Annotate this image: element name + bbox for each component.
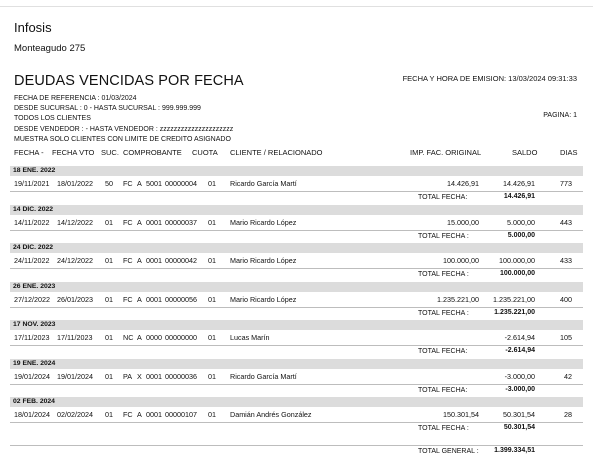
row-tipo: FC <box>123 410 133 419</box>
row-cuota: 01 <box>208 333 216 342</box>
group-total-value: 14.426,91 <box>503 193 535 200</box>
col-imp: IMP. FAC. ORIGINAL <box>410 148 482 157</box>
row-fecha-vto: 18/01/2022 <box>57 179 93 188</box>
group-date-label: 17 NOV. 2023 <box>13 321 56 328</box>
row-punto-venta: 0001 <box>146 218 162 227</box>
row-suc: 01 <box>105 218 113 227</box>
group-total-value: 1.235.221,00 <box>494 309 535 316</box>
table-row <box>0 218 593 230</box>
group-date-label: 14 DIC. 2022 <box>13 206 54 213</box>
row-punto-venta: 0001 <box>146 256 162 265</box>
row-saldo: -2.614,94 <box>504 333 535 342</box>
row-imp-original: 14.426,91 <box>447 179 479 188</box>
group-date-label: 19 ENE. 2024 <box>13 360 56 367</box>
group-date-label: 24 DIC. 2022 <box>13 244 54 251</box>
col-suc: SUC. <box>101 148 119 157</box>
row-imp-original: 100.000,00 <box>443 256 479 265</box>
row-suc: 01 <box>105 256 113 265</box>
row-dias: 105 <box>560 333 572 342</box>
row-imp-original: 150.301,54 <box>443 410 479 419</box>
group-date-bar <box>10 205 583 215</box>
row-punto-venta: 0001 <box>146 410 162 419</box>
row-fecha-vto: 26/01/2023 <box>57 295 93 304</box>
row-fecha: 18/01/2024 <box>14 410 50 419</box>
group-total-label: TOTAL FECHA: <box>418 387 468 394</box>
row-cuota: 01 <box>208 295 216 304</box>
branch-range: DESDE SUCURSAL : 0 - HASTA SUCURSAL : 999.999.999 <box>14 105 201 112</box>
group-separator <box>10 422 583 423</box>
grand-total-label: TOTAL GENERAL : <box>418 448 479 455</box>
row-suc: 01 <box>105 410 113 419</box>
row-cliente: Ricardo García Martí <box>230 372 297 381</box>
group-total-value: 100.000,00 <box>499 270 535 277</box>
row-dias: 42 <box>564 372 572 381</box>
row-dias: 773 <box>560 179 572 188</box>
col-comprobante: COMPROBANTE <box>123 148 182 157</box>
group-date-bar <box>10 243 583 253</box>
table-row <box>0 333 593 345</box>
row-letra: A <box>137 295 142 304</box>
row-letra: A <box>137 256 142 265</box>
report-title: DEUDAS VENCIDAS POR FECHA <box>14 73 244 89</box>
row-imp-original: 15.000,00 <box>447 218 479 227</box>
row-tipo: PA <box>123 372 133 381</box>
row-punto-venta: 0001 <box>146 372 162 381</box>
col-saldo: SALDO <box>512 148 538 157</box>
row-letra: A <box>137 218 142 227</box>
row-fecha-vto: 24/12/2022 <box>57 256 93 265</box>
table-row <box>0 410 593 422</box>
group-date-bar <box>10 282 583 292</box>
row-numero: 00000107 <box>165 410 197 419</box>
row-saldo: 1.235.221,00 <box>493 295 535 304</box>
row-letra: A <box>137 333 142 342</box>
table-row <box>0 179 593 191</box>
row-numero: 00000037 <box>165 218 197 227</box>
row-letra: A <box>137 410 142 419</box>
row-punto-venta: 5001 <box>146 179 162 188</box>
row-fecha-vto: 02/02/2024 <box>57 410 93 419</box>
row-fecha-vto: 17/11/2023 <box>57 333 93 342</box>
group-total-label: TOTAL FECHA : <box>418 271 469 278</box>
group-total-value: 5.000,00 <box>507 232 535 239</box>
group-separator <box>10 384 583 385</box>
row-dias: 400 <box>560 295 572 304</box>
group-separator <box>10 307 583 308</box>
row-cuota: 01 <box>208 372 216 381</box>
row-imp-original: 1.235.221,00 <box>437 295 479 304</box>
group-total-label: TOTAL FECHA : <box>418 233 469 240</box>
table-row <box>0 295 593 307</box>
group-date-bar <box>10 166 583 176</box>
row-numero: 00000004 <box>165 179 197 188</box>
group-total-value: -2.614,94 <box>505 347 535 354</box>
col-cliente: CLIENTE / RELACIONADO <box>230 148 323 157</box>
row-cliente: Lucas Marín <box>230 333 270 342</box>
row-tipo: FC <box>123 218 133 227</box>
row-suc: 01 <box>105 372 113 381</box>
col-cuota: CUOTA <box>192 148 218 157</box>
row-numero: 00000042 <box>165 256 197 265</box>
row-letra: A <box>137 179 142 188</box>
row-punto-venta: 0001 <box>146 295 162 304</box>
table-row <box>0 372 593 384</box>
group-total-value: 50.301,54 <box>503 424 535 431</box>
row-fecha: 17/11/2023 <box>14 333 50 342</box>
seller-range: DESDE VENDEDOR : - HASTA VENDEDOR : zzzzzzzzzzzzzzzzzzzzz <box>14 126 234 133</box>
group-total-value: -3.000,00 <box>505 386 535 393</box>
row-fecha: 27/12/2022 <box>14 295 50 304</box>
grand-total-rule <box>10 445 583 446</box>
column-headers <box>0 148 593 162</box>
row-cuota: 01 <box>208 179 216 188</box>
col-fecha: FECHA - <box>14 148 44 157</box>
row-tipo: FC <box>123 256 133 265</box>
group-date-bar <box>10 320 583 330</box>
row-suc: 01 <box>105 295 113 304</box>
row-numero: 00000036 <box>165 372 197 381</box>
row-suc: 50 <box>105 179 113 188</box>
group-separator <box>10 230 583 231</box>
row-dias: 433 <box>560 256 572 265</box>
row-saldo: 100.000,00 <box>499 256 535 265</box>
row-numero: 00000000 <box>165 333 197 342</box>
row-fecha: 19/11/2021 <box>14 179 50 188</box>
group-date-bar <box>10 359 583 369</box>
company-address: Monteagudo 275 <box>14 43 86 54</box>
row-tipo: FC <box>123 295 133 304</box>
row-punto-venta: 0000 <box>146 333 162 342</box>
group-total-label: TOTAL FECHA: <box>418 348 468 355</box>
row-cliente: Damián Andrés González <box>230 410 312 419</box>
group-date-label: 02 FEB. 2024 <box>13 398 55 405</box>
company-name: Infosis <box>14 20 52 35</box>
row-fecha: 14/11/2022 <box>14 218 50 227</box>
row-saldo: 5.000,00 <box>507 218 535 227</box>
row-cliente: Mario Ricardo López <box>230 295 297 304</box>
group-date-bar <box>10 397 583 407</box>
row-tipo: NC <box>123 333 134 342</box>
group-separator <box>10 191 583 192</box>
group-date-label: 18 ENE. 2022 <box>13 167 56 174</box>
group-date-label: 26 ENE. 2023 <box>13 283 56 290</box>
group-total-label: TOTAL FECHA : <box>418 310 469 317</box>
table-row <box>0 256 593 268</box>
top-rule <box>0 6 593 7</box>
group-total-label: TOTAL FECHA : <box>418 425 469 432</box>
row-cliente: Ricardo García Martí <box>230 179 297 188</box>
row-cuota: 01 <box>208 218 216 227</box>
row-cliente: Mario Ricardo López <box>230 218 297 227</box>
row-cuota: 01 <box>208 410 216 419</box>
row-saldo: 14.426,91 <box>503 179 535 188</box>
row-cliente: Mario Ricardo López <box>230 256 297 265</box>
row-fecha-vto: 19/01/2024 <box>57 372 93 381</box>
credit-limit-note: MUESTRA SOLO CLIENTES CON LIMITE DE CREDITO ASIGNADO <box>14 136 231 143</box>
grand-total-value: 1.399.334,51 <box>494 447 535 454</box>
row-tipo: FC <box>123 179 133 188</box>
row-numero: 00000056 <box>165 295 197 304</box>
row-saldo: 50.301,54 <box>503 410 535 419</box>
row-dias: 28 <box>564 410 572 419</box>
row-fecha-vto: 14/12/2022 <box>57 218 93 227</box>
emission-datetime: FECHA Y HORA DE EMISION: 13/03/2024 09:31:33 <box>402 74 577 83</box>
row-fecha: 19/01/2024 <box>14 372 50 381</box>
row-fecha: 24/11/2022 <box>14 256 50 265</box>
row-letra: X <box>137 372 142 381</box>
group-separator <box>10 268 583 269</box>
row-cuota: 01 <box>208 256 216 265</box>
col-dias: DIAS <box>560 148 578 157</box>
group-separator <box>10 345 583 346</box>
row-suc: 01 <box>105 333 113 342</box>
clients-filter: TODOS LOS CLIENTES <box>14 115 91 122</box>
row-saldo: -3.000,00 <box>504 372 535 381</box>
group-total-label: TOTAL FECHA: <box>418 194 468 201</box>
reference-date: FECHA DE REFERENCIA : 01/03/2024 <box>14 95 137 102</box>
col-fecha-vto: FECHA VTO <box>52 148 95 157</box>
page-number: PAGINA: 1 <box>543 112 577 119</box>
row-dias: 443 <box>560 218 572 227</box>
